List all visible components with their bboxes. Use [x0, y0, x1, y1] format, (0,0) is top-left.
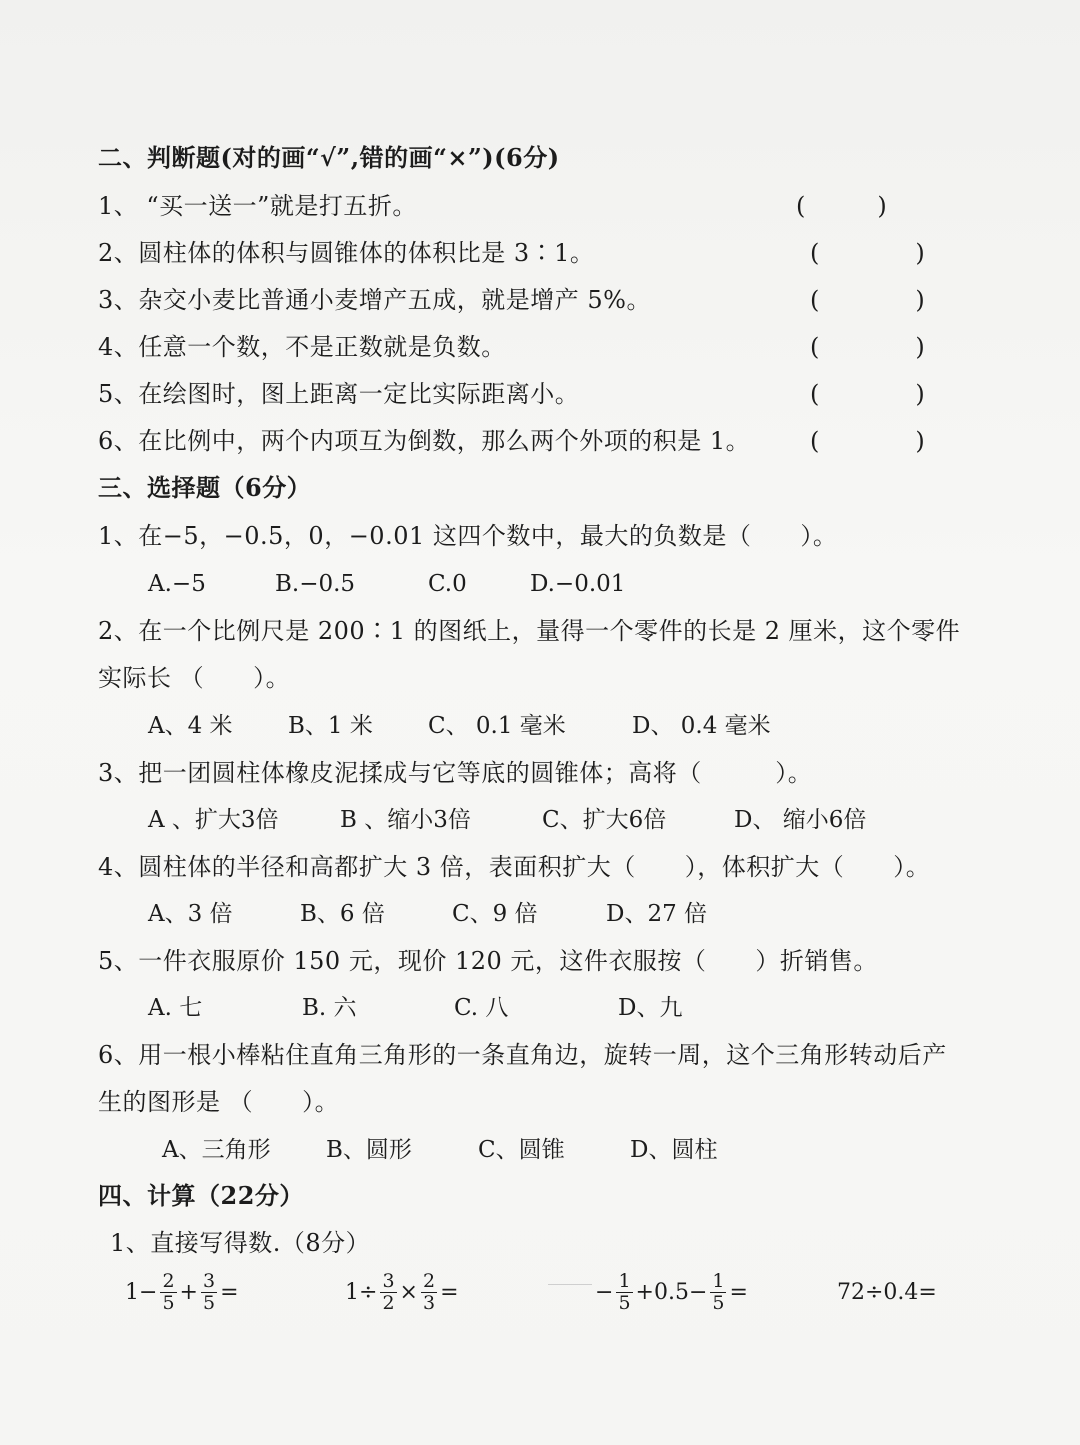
- choice-q3-option-c[interactable]: C、扩大6倍: [542, 807, 667, 833]
- expr3-fraction-2: [710, 1271, 726, 1314]
- choice-q4-text: 4、圆柱体的半径和高都扩大 3 倍，表面积扩大（ ），体积扩大（ ）。: [98, 853, 931, 881]
- expr1-frac1-denominator: 5: [162, 1291, 175, 1314]
- choice-q2-option-d[interactable]: D、 0.4 毫米: [632, 713, 771, 739]
- choice-q5-option-a[interactable]: A. 七: [148, 995, 203, 1021]
- expr1-fraction-2: [201, 1271, 217, 1314]
- judge-item-1: 1、 “买一送一”就是打五折。: [98, 192, 417, 220]
- expr1-operator: +: [179, 1279, 198, 1305]
- judge-answer-blank-5[interactable]: ( ): [810, 380, 925, 408]
- section-calc-title: 四、计算（22分）: [98, 1181, 304, 1210]
- choice-q2-option-a[interactable]: A、4 米: [148, 713, 233, 739]
- judge-item-6: 6、在比例中，两个内项互为倒数，那么两个外项的积是 1。: [98, 427, 751, 455]
- calc-expression-4: [836, 1266, 938, 1318]
- expr2-fraction-2: [421, 1271, 437, 1314]
- judge-answer-blank-4[interactable]: ( ): [810, 333, 925, 361]
- choice-q6-option-c[interactable]: C、圆锥: [478, 1137, 565, 1163]
- choice-q6-option-d[interactable]: D、圆柱: [630, 1137, 718, 1163]
- choice-q6-option-b[interactable]: B、圆形: [326, 1137, 412, 1163]
- expr3-lead: −: [595, 1279, 614, 1305]
- expr3-frac2-numerator: 1: [712, 1269, 725, 1292]
- expr3-frac2-denominator: 5: [712, 1291, 725, 1314]
- expr1-equals: =: [220, 1279, 239, 1305]
- expr4-text: 72÷0.4=: [837, 1279, 937, 1305]
- judge-answer-blank-6[interactable]: ( ): [810, 427, 925, 455]
- choice-q4-option-d[interactable]: D、27 倍: [606, 901, 708, 927]
- choice-q3-text: 3、把一团圆柱体橡皮泥揉成与它等底的圆锥体；高将（ ）。: [98, 759, 813, 787]
- choice-q2-text: 2、在一个比例尺是 200∶1 的图纸上，量得一个零件的长是 2 厘米，这个零件: [98, 617, 961, 645]
- choice-q1-option-d[interactable]: D.−0.01: [530, 571, 626, 597]
- choice-q5-option-c[interactable]: C. 八: [454, 995, 509, 1021]
- expr2-frac1-numerator: 3: [382, 1269, 395, 1292]
- choice-q4-option-a[interactable]: A、3 倍: [148, 901, 233, 927]
- expr1-frac2-denominator: 5: [202, 1291, 216, 1314]
- expr2-operator: ×: [399, 1279, 418, 1305]
- choice-q5-text: 5、一件衣服原价 150 元，现价 120 元，这件衣服按（ ）折销售。: [98, 947, 878, 975]
- choice-q5-option-b[interactable]: B. 六: [302, 995, 357, 1021]
- choice-q2-option-c[interactable]: C、 0.1 毫米: [428, 713, 566, 739]
- choice-q1-option-c[interactable]: C.0: [428, 571, 467, 597]
- calc-sub1-title: 1、直接写得数.（8分）: [110, 1229, 371, 1257]
- choice-q3-option-b[interactable]: B 、缩小3倍: [340, 807, 471, 833]
- choice-q5-option-d[interactable]: D、九: [618, 995, 683, 1021]
- calc-expression-1: [124, 1266, 240, 1318]
- expr1-fraction-1: [160, 1271, 176, 1314]
- expr2-lead: 1÷: [345, 1279, 378, 1305]
- choice-q2-option-b[interactable]: B、1 米: [288, 713, 373, 739]
- expr2-fraction-1: [380, 1271, 396, 1314]
- choice-q3-option-a[interactable]: A 、扩大3倍: [148, 807, 279, 833]
- expr3-middle: +0.5−: [635, 1279, 708, 1305]
- judge-item-5: 5、在绘图时，图上距离一定比实际距离小。: [98, 380, 580, 408]
- section-judge-title: 二、判断题(对的画“√”,错的画“×”)(6分): [98, 143, 560, 172]
- choice-q1-option-a[interactable]: A.−5: [148, 571, 206, 597]
- choice-q6-option-a[interactable]: A、三角形: [162, 1137, 271, 1163]
- calc-expression-3: [594, 1266, 749, 1318]
- judge-answer-blank-2[interactable]: ( ): [810, 239, 925, 267]
- judge-item-4: 4、任意一个数，不是正数就是负数。: [98, 333, 506, 361]
- choice-q6-text-cont: 生的图形是 （ ）。: [98, 1088, 340, 1116]
- expr3-equals: =: [729, 1279, 748, 1305]
- section-choice-title: 三、选择题（6分）: [98, 473, 312, 502]
- expr3-fraction-1: [616, 1271, 632, 1314]
- expr3-frac1-numerator: 1: [618, 1269, 631, 1292]
- choice-q3-option-d[interactable]: D、 缩小6倍: [734, 807, 867, 833]
- expr3-frac1-denominator: 5: [618, 1291, 631, 1314]
- expr2-equals: =: [440, 1279, 459, 1305]
- choice-q2-text-cont: 实际长 （ ）。: [98, 664, 291, 692]
- choice-q1-text: 1、在−5，−0.5，0，−0.01 这四个数中，最大的负数是（ ）。: [98, 522, 838, 550]
- choice-q4-option-b[interactable]: B、6 倍: [300, 901, 385, 927]
- expr1-frac1-numerator: 2: [162, 1269, 175, 1292]
- judge-answer-blank-3[interactable]: ( ): [810, 286, 925, 314]
- judge-item-3: 3、杂交小麦比普通小麦增产五成，就是增产 5%。: [98, 286, 651, 314]
- choice-q1-option-b[interactable]: B.−0.5: [275, 571, 356, 597]
- faint-scan-line: [548, 1284, 592, 1285]
- judge-item-2: 2、圆柱体的体积与圆锥体的体积比是 3∶1。: [98, 239, 595, 267]
- expr1-frac2-numerator: 3: [202, 1269, 216, 1292]
- choice-q4-option-c[interactable]: C、9 倍: [452, 901, 538, 927]
- judge-answer-blank-1[interactable]: ( ): [796, 192, 887, 220]
- expr1-lead: 1−: [125, 1279, 158, 1305]
- expr2-frac1-denominator: 2: [382, 1291, 395, 1314]
- expr2-frac2-numerator: 2: [422, 1269, 436, 1292]
- choice-q6-text: 6、用一根小棒粘住直角三角形的一条直角边，旋转一周，这个三角形转动后产: [98, 1041, 947, 1069]
- expr2-frac2-denominator: 3: [422, 1291, 436, 1314]
- calc-expression-2: [344, 1266, 460, 1318]
